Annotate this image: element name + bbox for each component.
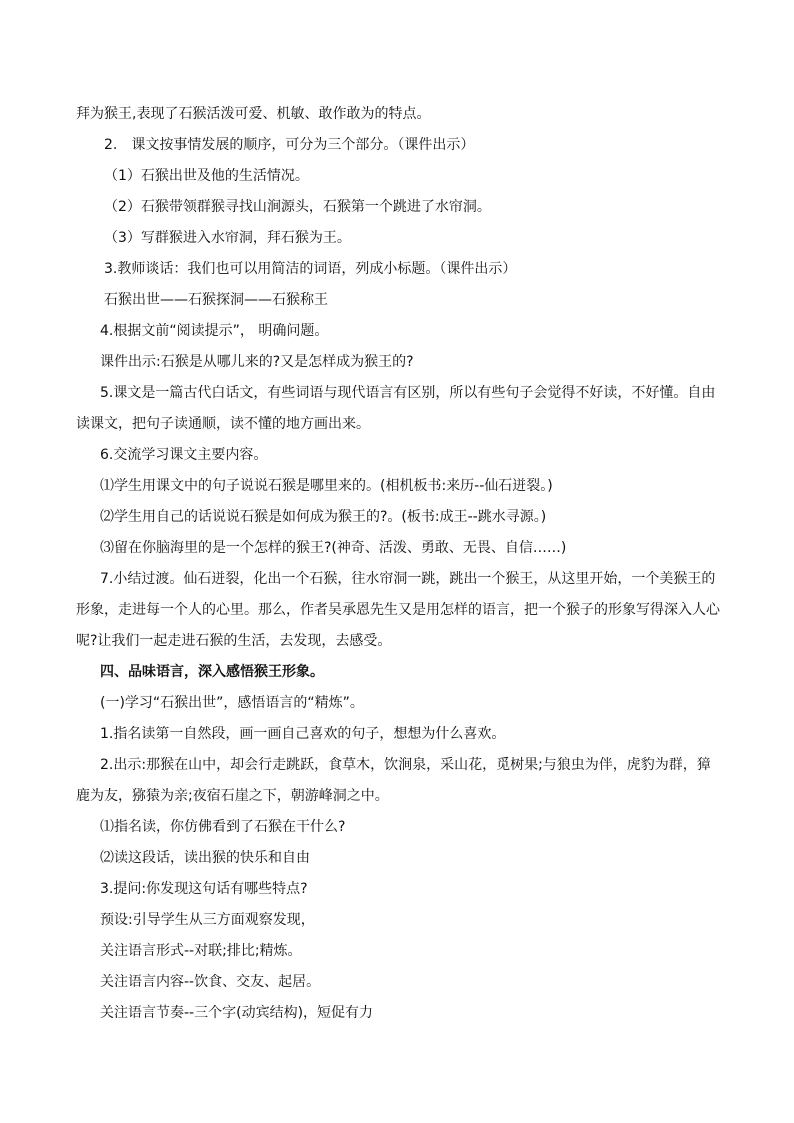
text-line: ⑵读这段话，读出猴的快乐和自由	[100, 850, 310, 866]
text-line: 拜为猴王,表现了石猴活泼可爱、机敏、敢作敢为的特点。	[76, 106, 431, 122]
text-line: （1）石猴出世及他的生活情况。	[104, 168, 309, 184]
text-line: 关注语言内容--饮食、交友、起居。	[100, 974, 321, 990]
text-line: （3）写群猴进入水帘洞，拜石猴为王。	[104, 230, 351, 246]
text-line: ⑴指名读，你仿佛看到了石猴在干什么?	[100, 819, 346, 835]
section-heading: 四、品味语言，深入感悟猴王形象。	[100, 664, 324, 680]
text-line: 7.小结过渡。仙石迸裂，化出一个石猴，往水帘洞一跳，跳出一个猴王，从这里开始，一个美猴王的	[100, 571, 716, 587]
text-line: 3.提问:你发现这句话有哪些特点?	[100, 881, 308, 897]
text-line: ⑴学生用课文中的句子说说石猴是哪里来的。(相机板书:来历--仙石迸裂。)	[100, 478, 553, 494]
text-line: 2.出示:那猴在山中，却会行走跳跃，食草木，饮涧泉，采山花，觅树果;与狼虫为伴，虎豹为群，獐	[100, 757, 711, 773]
text-line: 读课文，把句子读通顺，读不懂的地方画出来。	[76, 416, 370, 432]
text-line: (一)学习“石猴出世”，感悟语言的“精炼”。	[100, 695, 364, 711]
text-line: ⑵学生用自己的话说说石猴是如何成为猴王的?。(板书:成王--跳水寻源。)	[100, 509, 547, 525]
text-line: 2. 课文按事情发展的顺序，可分为三个部分。（课件出示）	[104, 137, 475, 153]
text-line: （2）石猴带领群猴寻找山涧源头，石猴第一个跳进了水帘洞。	[104, 199, 491, 215]
text-line: 预设:引导学生从三方面观察发现，	[100, 912, 315, 928]
text-line: 关注语言形式--对联;排比;精炼。	[100, 943, 302, 959]
text-line: 3.教师谈话：我们也可以用简洁的词语，列成小标题。（课件出示）	[104, 261, 517, 277]
text-line: 5.课文是一篇古代白话文，有些词语与现代语言有区别，所以有些句子会觉得不好读，不好懂。自由	[100, 385, 716, 401]
text-line: 形象，走进每一个人的心里。那么，作者吴承恩先生又是用怎样的语言，把一个猴子的形象写得深入人心	[76, 602, 720, 618]
text-line: 课件出示:石猴是从哪儿来的?又是怎样成为猴王的?	[100, 354, 414, 370]
text-line: 关注语言节奏--三个字(动宾结构)，短促有力	[100, 1005, 374, 1021]
text-line: 4.根据文前“阅读提示”， 明确问题。	[100, 323, 329, 339]
text-line: 石猴出世——石猴探洞——石猴称王	[104, 292, 328, 308]
text-line: ⑶留在你脑海里的是一个怎样的猴王?(神奇、活泼、勇敢、无畏、自信……)	[100, 540, 567, 556]
text-line: 鹿为友，猕猿为亲;夜宿石崖之下，朝游峰洞之中。	[76, 788, 389, 804]
text-line: 6.交流学习课文主要内容。	[100, 447, 268, 463]
text-line: 呢?让我们一起走进石猴的生活，去发现，去感受。	[76, 633, 392, 649]
text-line: 1.指名读第一自然段，画一画自己喜欢的句子，想想为什么喜欢。	[100, 726, 506, 742]
